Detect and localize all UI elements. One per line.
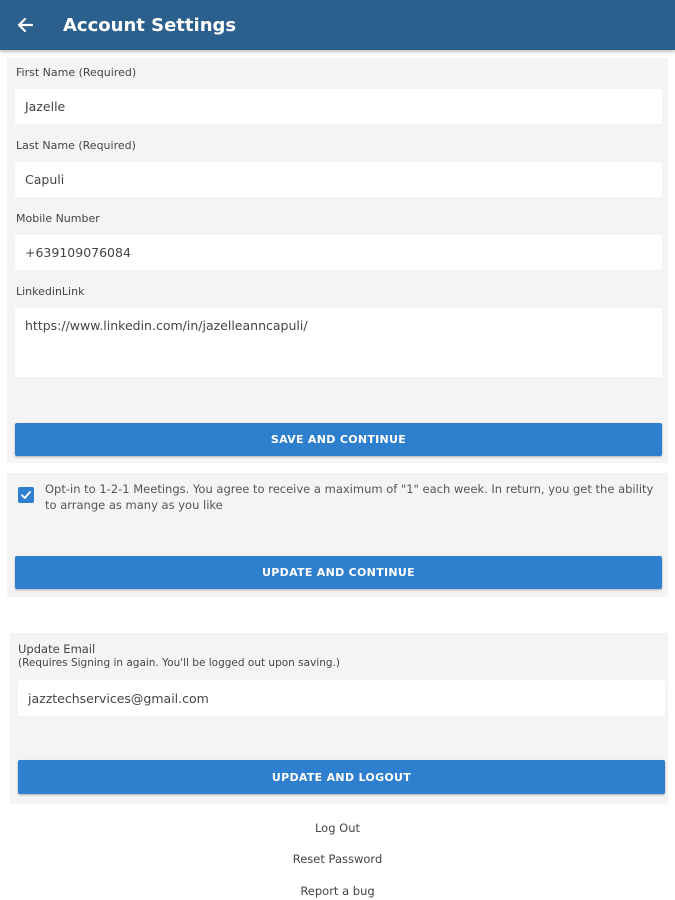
last-name-label: Last Name (Required): [16, 139, 136, 152]
save-and-continue-button[interactable]: SAVE AND CONTINUE: [15, 423, 662, 456]
linkedin-label: LinkedinLink: [16, 285, 85, 298]
optin-card: [7, 473, 668, 597]
last-name-field[interactable]: Capuli: [15, 162, 662, 197]
page-title: Account Settings: [63, 14, 237, 36]
first-name-field[interactable]: Jazelle: [15, 89, 662, 124]
logout-link[interactable]: Log Out: [314, 821, 361, 835]
profile-card: [7, 58, 668, 463]
update-and-continue-button[interactable]: UPDATE AND CONTINUE: [15, 556, 662, 589]
arrow-left-icon: [17, 17, 33, 33]
optin-text: Opt-in to 1-2-1 Meetings. You agree to receive a maximum of "1" each week. In return, you get the ability to arrange as many as you like: [45, 482, 654, 512]
update-email-label: Update Email: [18, 642, 96, 656]
mobile-number-label: Mobile Number: [16, 212, 100, 225]
email-card: [10, 633, 668, 804]
email-field[interactable]: jazztechservices@gmail.com: [18, 680, 665, 716]
update-email-note: (Requires Signing in again. You'll be logged out upon saving.): [18, 657, 340, 669]
update-and-logout-button[interactable]: UPDATE AND LOGOUT: [18, 760, 665, 794]
linkedin-field[interactable]: https://www.linkedin.com/in/jazelleanncapuli/: [15, 308, 662, 377]
optin-checkbox[interactable]: [18, 487, 34, 503]
report-bug-link[interactable]: Report a bug: [300, 884, 375, 898]
reset-password-link[interactable]: Reset Password: [292, 852, 383, 866]
app-bar: [0, 0, 675, 50]
mobile-number-field[interactable]: +639109076084: [15, 235, 662, 270]
checkmark-icon: [20, 489, 32, 501]
back-button[interactable]: [0, 0, 50, 50]
first-name-label: First Name (Required): [16, 66, 137, 79]
